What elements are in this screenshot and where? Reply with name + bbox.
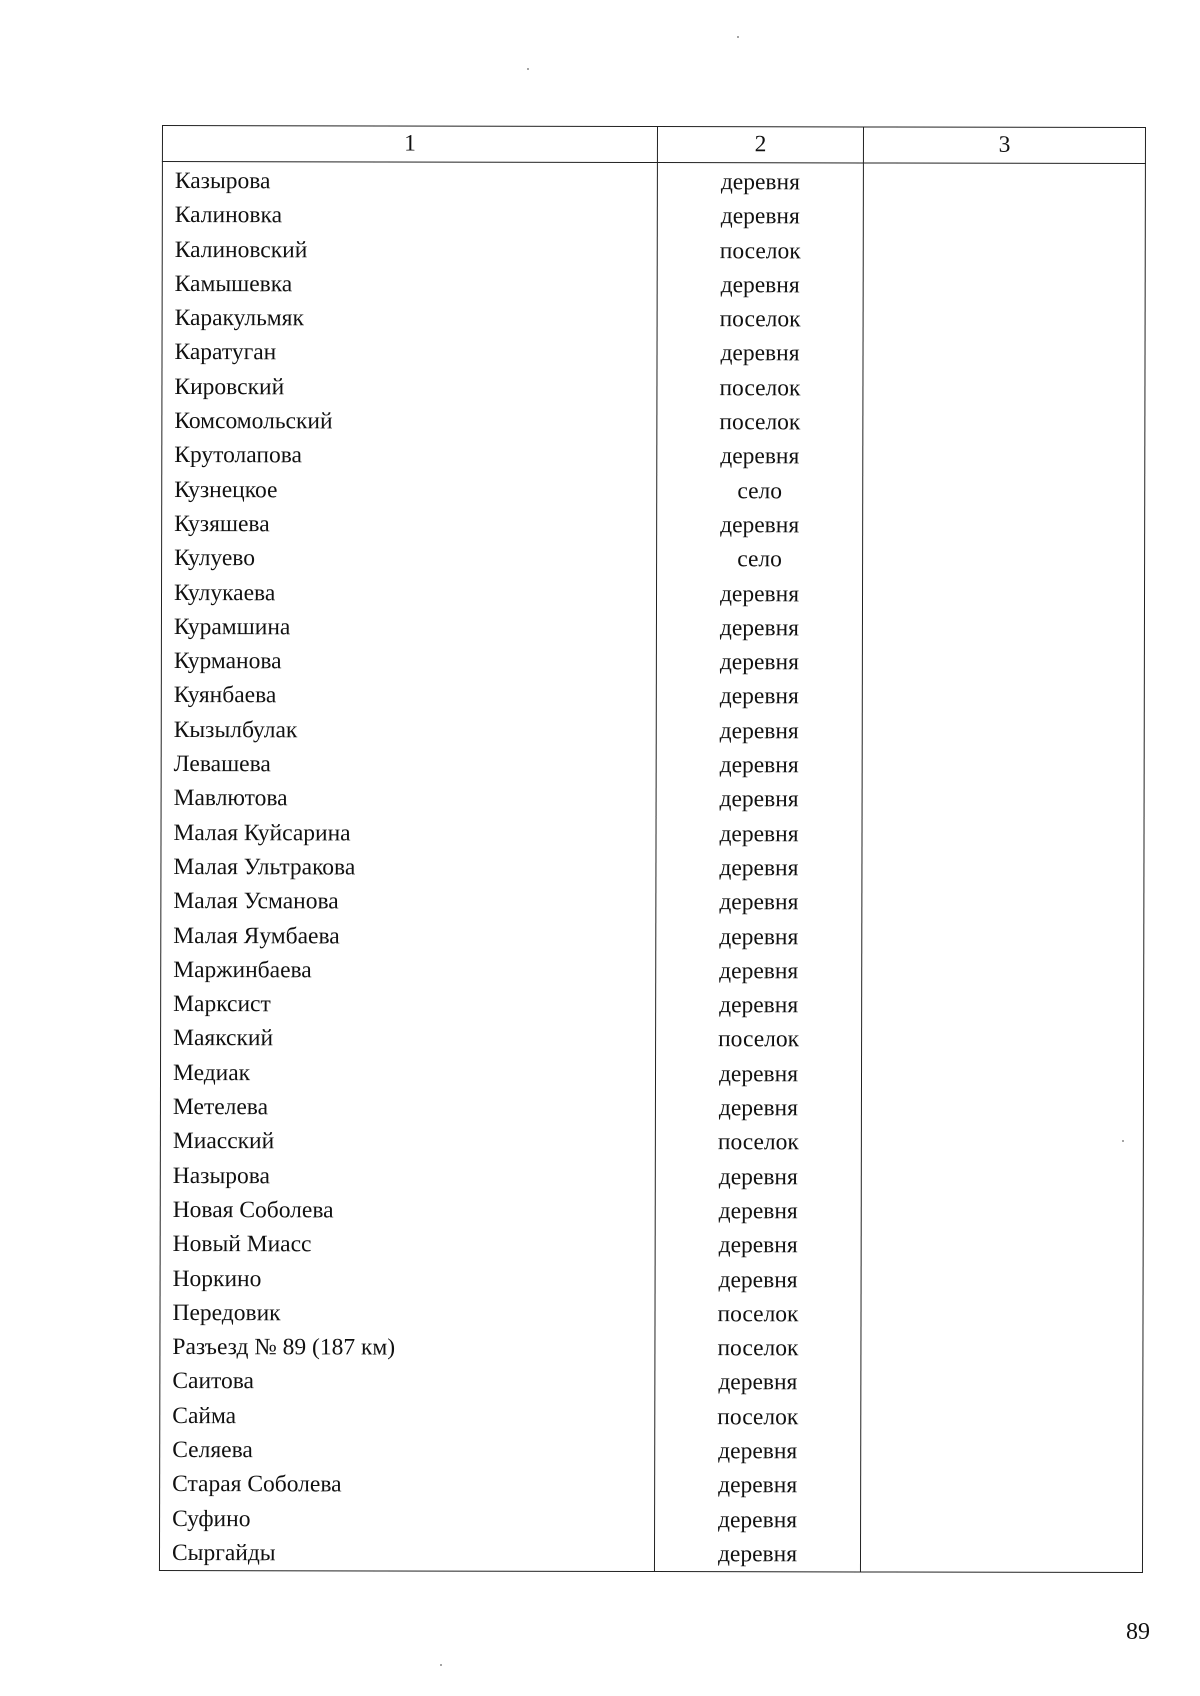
settlement-type: деревня	[656, 817, 862, 852]
scan-speck	[440, 1664, 442, 1666]
table-row	[162, 233, 1145, 269]
settlement-type: деревня	[656, 851, 862, 886]
scan-speck	[737, 36, 739, 38]
column-3-cell	[863, 543, 1145, 578]
settlement-type: деревня	[656, 645, 862, 680]
settlement-type: деревня	[657, 268, 863, 303]
settlement-name: Кировский	[162, 370, 657, 405]
column-3-cell	[863, 303, 1145, 338]
table-row	[162, 370, 1145, 406]
settlement-type: деревня	[655, 1160, 861, 1195]
column-3-cell	[861, 1126, 1143, 1161]
settlement-type: деревня	[655, 1365, 861, 1400]
column-3-cell	[863, 234, 1145, 269]
settlement-name: Каратуган	[162, 335, 657, 370]
table-row	[160, 1364, 1143, 1400]
settlement-name: Марксист	[161, 987, 656, 1022]
settlements-table	[159, 125, 1146, 1573]
column-3-cell	[862, 1023, 1144, 1058]
settlement-type: деревня	[654, 1537, 860, 1572]
column-3-cell	[861, 1400, 1143, 1435]
settlement-type: деревня	[656, 714, 862, 749]
column-3-cell	[862, 611, 1144, 646]
settlement-name: Норкино	[160, 1261, 655, 1296]
settlement-name: Кулуево	[162, 541, 657, 576]
table-row	[162, 541, 1145, 577]
table-row	[161, 987, 1144, 1023]
settlement-type: деревня	[657, 439, 863, 474]
table-body	[159, 162, 1145, 1573]
settlement-name: Малая Усманова	[161, 884, 656, 919]
settlement-type: деревня	[655, 1263, 861, 1298]
settlement-name: Новый Миасс	[160, 1227, 655, 1262]
table-row	[160, 1330, 1143, 1366]
settlement-type: деревня	[656, 679, 862, 714]
settlement-name: Комсомольский	[162, 404, 657, 439]
table-row	[162, 473, 1145, 509]
settlement-name: Левашева	[161, 747, 656, 782]
settlement-type: деревня	[657, 508, 863, 543]
column-3-cell	[861, 1229, 1143, 1264]
table-row	[162, 162, 1145, 201]
table-row	[161, 1021, 1144, 1057]
settlement-name: Курамшина	[161, 610, 656, 645]
settlement-name: Передовик	[160, 1296, 655, 1331]
settlement-name: Куянбаева	[161, 678, 656, 713]
table-row	[160, 1056, 1143, 1092]
settlement-name: Малая Куйсарина	[161, 816, 656, 851]
column-3-cell	[862, 680, 1144, 715]
column-3-cell	[862, 954, 1144, 989]
table-row	[162, 507, 1145, 543]
settlement-name: Метелева	[160, 1090, 655, 1125]
settlement-type: поселок	[655, 1400, 861, 1435]
settlement-name: Медиак	[160, 1056, 655, 1091]
settlement-type: поселок	[655, 1297, 861, 1332]
table-row	[160, 1399, 1143, 1435]
column-3-cell	[863, 337, 1145, 372]
settlement-name: Курманова	[161, 644, 656, 679]
settlement-type: деревня	[656, 611, 862, 646]
settlement-type: поселок	[656, 1022, 862, 1057]
settlement-name: Кузяшева	[162, 507, 657, 542]
settlement-type: поселок	[657, 302, 863, 337]
settlement-name: Калиновский	[162, 233, 657, 268]
table-row	[160, 1227, 1143, 1263]
settlement-type: деревня	[656, 782, 862, 817]
table-row	[161, 576, 1144, 612]
table-row	[159, 1536, 1142, 1573]
table-row	[162, 267, 1145, 303]
column-3-cell	[861, 1160, 1143, 1195]
table-row	[161, 919, 1144, 955]
settlement-type: деревня	[656, 885, 862, 920]
column-3-cell	[861, 1263, 1143, 1298]
settlement-type: деревня	[655, 1228, 861, 1263]
settlement-type: деревня	[656, 988, 862, 1023]
column-3-cell	[862, 886, 1144, 921]
column-3-cell	[863, 508, 1145, 543]
settlement-type: деревня	[656, 748, 862, 783]
column-3-cell	[862, 714, 1144, 749]
settlement-name: Назырова	[160, 1159, 655, 1194]
column-3-cell	[861, 1469, 1143, 1504]
settlement-name: Казырова	[162, 162, 657, 200]
settlement-type: поселок	[655, 1331, 861, 1366]
column-3-cell	[861, 1366, 1143, 1401]
column-3-cell	[863, 200, 1145, 235]
settlement-name: Сайма	[160, 1399, 655, 1434]
settlement-name: Малая Ультракова	[161, 850, 656, 885]
settlement-name: Маякский	[161, 1021, 656, 1056]
column-3-cell	[861, 1332, 1143, 1367]
settlement-type: село	[657, 474, 863, 509]
column-3-cell	[863, 406, 1145, 441]
settlement-type: деревня	[655, 1503, 861, 1538]
column-3-cell	[862, 646, 1144, 681]
settlement-name: Кулукаева	[161, 576, 656, 611]
table-row	[161, 644, 1144, 680]
column-3-cell	[862, 851, 1144, 886]
table-row	[160, 1433, 1143, 1469]
column-3-cell	[862, 989, 1144, 1024]
settlement-name: Миасский	[160, 1124, 655, 1159]
column-3-cell	[863, 268, 1145, 303]
table-row	[160, 1193, 1143, 1229]
settlement-type: деревня	[656, 954, 862, 989]
column-3-cell	[862, 749, 1144, 784]
settlement-name: Новая Соболева	[160, 1193, 655, 1228]
header-col-3: 3	[863, 127, 1145, 164]
settlement-type: деревня	[655, 1057, 861, 1092]
settlement-name: Камышевка	[162, 267, 657, 302]
settlement-type: деревня	[657, 163, 863, 200]
table-row	[161, 816, 1144, 852]
settlement-type: деревня	[655, 1434, 861, 1469]
column-3-cell	[862, 920, 1144, 955]
settlement-name: Суфино	[160, 1502, 655, 1537]
table-row	[160, 1296, 1143, 1332]
column-3-cell	[861, 1434, 1143, 1469]
column-3-cell	[863, 371, 1145, 406]
column-3-cell	[863, 474, 1145, 509]
settlement-name: Мавлютова	[161, 781, 656, 816]
scan-speck	[527, 68, 529, 70]
table-row	[161, 953, 1144, 989]
table-row	[162, 335, 1145, 371]
table-row	[160, 1502, 1143, 1538]
column-3-cell	[862, 783, 1144, 818]
column-3-cell	[861, 1297, 1143, 1332]
settlement-type: деревня	[655, 1091, 861, 1126]
settlement-name: Селяева	[160, 1433, 655, 1468]
settlement-type: село	[657, 542, 863, 577]
settlement-name: Кузнецкое	[162, 473, 657, 508]
column-3-cell	[861, 1091, 1143, 1126]
settlement-type: деревня	[656, 577, 862, 612]
settlement-type: деревня	[657, 199, 863, 234]
header-row	[162, 126, 1145, 164]
column-3-cell	[861, 1057, 1143, 1092]
table-row	[162, 198, 1145, 234]
header-col-2: 2	[657, 127, 863, 163]
settlement-name: Калиновка	[162, 198, 657, 233]
column-3-cell	[863, 440, 1145, 475]
settlement-type: поселок	[657, 234, 863, 269]
page-number: 89	[1126, 1619, 1150, 1645]
settlement-type: деревня	[655, 1468, 861, 1503]
table-row	[160, 1467, 1143, 1503]
table-row	[161, 747, 1144, 783]
column-3-cell	[863, 163, 1145, 200]
table-row	[161, 850, 1144, 886]
settlement-type: деревня	[656, 920, 862, 955]
settlement-name: Саитова	[160, 1364, 655, 1399]
settlement-name: Крутолапова	[162, 438, 657, 473]
settlement-name: Старая Соболева	[160, 1467, 655, 1502]
table-row	[160, 1124, 1143, 1160]
table-row	[161, 713, 1144, 749]
settlement-type: поселок	[657, 405, 863, 440]
table-row	[161, 610, 1144, 646]
table-row	[161, 884, 1144, 920]
settlement-name: Маржинбаева	[161, 953, 656, 988]
column-3-cell	[862, 817, 1144, 852]
settlement-name: Кызылбулак	[161, 713, 656, 748]
column-3-cell	[861, 1194, 1143, 1229]
settlement-name: Сыргайды	[159, 1536, 654, 1572]
table-header	[162, 126, 1145, 164]
header-col-1: 1	[162, 126, 657, 163]
settlement-name: Малая Яумбаева	[161, 919, 656, 954]
column-3-cell	[860, 1537, 1142, 1572]
table-row	[161, 678, 1144, 714]
table-row	[160, 1090, 1143, 1126]
settlement-name: Разъезд № 89 (187 км)	[160, 1330, 655, 1365]
settlement-type: деревня	[657, 337, 863, 372]
table-row	[160, 1261, 1143, 1297]
settlement-type: деревня	[655, 1194, 861, 1229]
column-3-cell	[862, 577, 1144, 612]
table-row	[162, 438, 1145, 474]
settlement-name: Каракульмяк	[162, 301, 657, 336]
table-row	[162, 301, 1145, 337]
table-row	[160, 1159, 1143, 1195]
settlement-type: поселок	[657, 371, 863, 406]
settlement-type: поселок	[655, 1125, 861, 1160]
table-row	[162, 404, 1145, 440]
column-3-cell	[861, 1503, 1143, 1538]
table-row	[161, 781, 1144, 817]
